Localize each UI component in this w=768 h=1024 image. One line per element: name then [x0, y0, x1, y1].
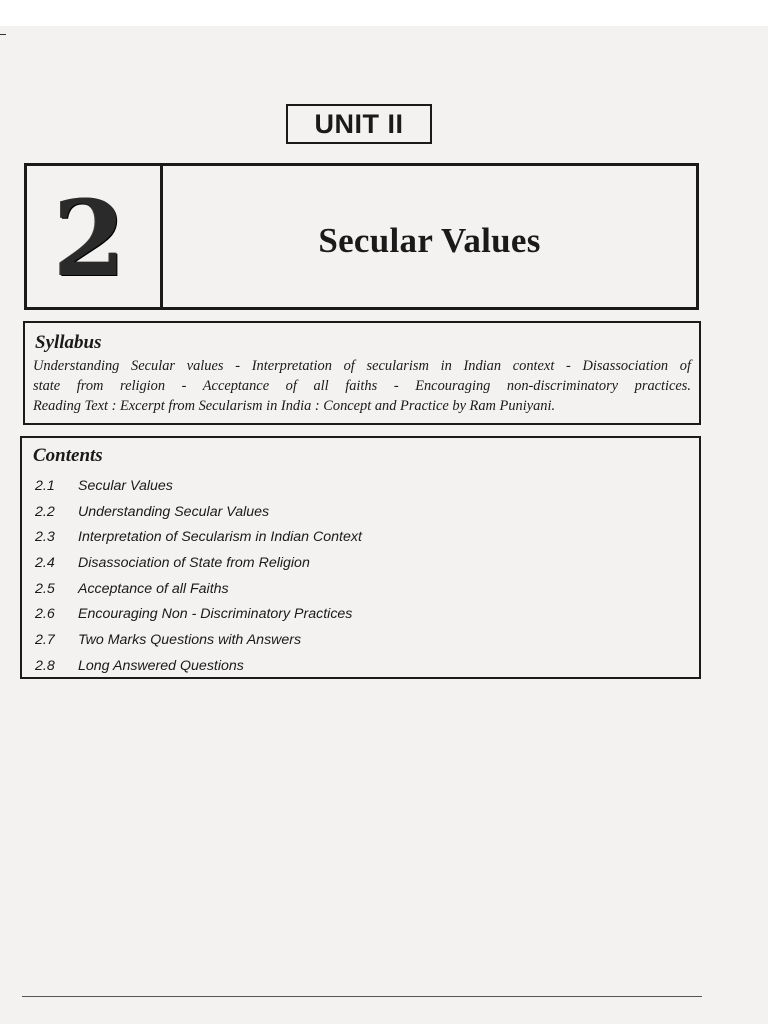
contents-item-title: Secular Values	[78, 478, 173, 494]
contents-item-title: Two Marks Questions with Answers	[78, 632, 302, 649]
chapter-title: Secular Values	[318, 220, 541, 260]
contents-item-number: 2.3	[35, 529, 55, 546]
contents-item-number: 2.1	[35, 478, 55, 494]
bottom-rule	[22, 996, 702, 997]
contents-item-number: 2.8	[35, 657, 55, 674]
syllabus-line: Understanding Secular values - Interpretation of secularism in Indian context - Disassociation of	[33, 358, 691, 374]
contents-item-number: 2.2	[35, 503, 55, 520]
contents-item-title: Disassociation of State from Religion	[78, 555, 310, 572]
page-top-margin	[0, 0, 768, 26]
contents-item-number: 2.4	[35, 555, 55, 572]
chapter-number: 2	[53, 176, 126, 300]
contents-heading: Contents	[33, 445, 103, 466]
chapter-number-cell	[27, 166, 163, 307]
syllabus-heading: Syllabus	[35, 332, 102, 353]
syllabus-box	[23, 321, 701, 425]
contents-item-title: Long Answered Questions	[78, 657, 244, 674]
syllabus-line: state from religion - Acceptance of all faiths - Encouraging non-discriminatory practices.	[33, 378, 691, 394]
contents-item-title: Understanding Secular Values	[78, 503, 270, 520]
contents-item-number: 2.6	[35, 606, 55, 623]
chapter-header-box	[24, 163, 699, 310]
scan-edge-mark	[0, 34, 6, 35]
contents-item-number: 2.7	[35, 632, 55, 649]
contents-item-title: Interpretation of Secularism in Indian Context	[78, 529, 362, 546]
syllabus-text	[33, 356, 691, 416]
contents-item-title: Encouraging Non - Discriminatory Practices	[78, 606, 353, 623]
contents-item-number: 2.5	[35, 580, 55, 597]
unit-label: UNIT II	[314, 108, 404, 139]
contents-box	[20, 436, 701, 679]
unit-label-box	[286, 104, 432, 144]
syllabus-line: Reading Text : Excerpt from Secularism in India : Concept and Practice by Ram Puniyani.	[33, 398, 556, 414]
contents-item-title: Acceptance of all Faiths	[78, 580, 229, 597]
